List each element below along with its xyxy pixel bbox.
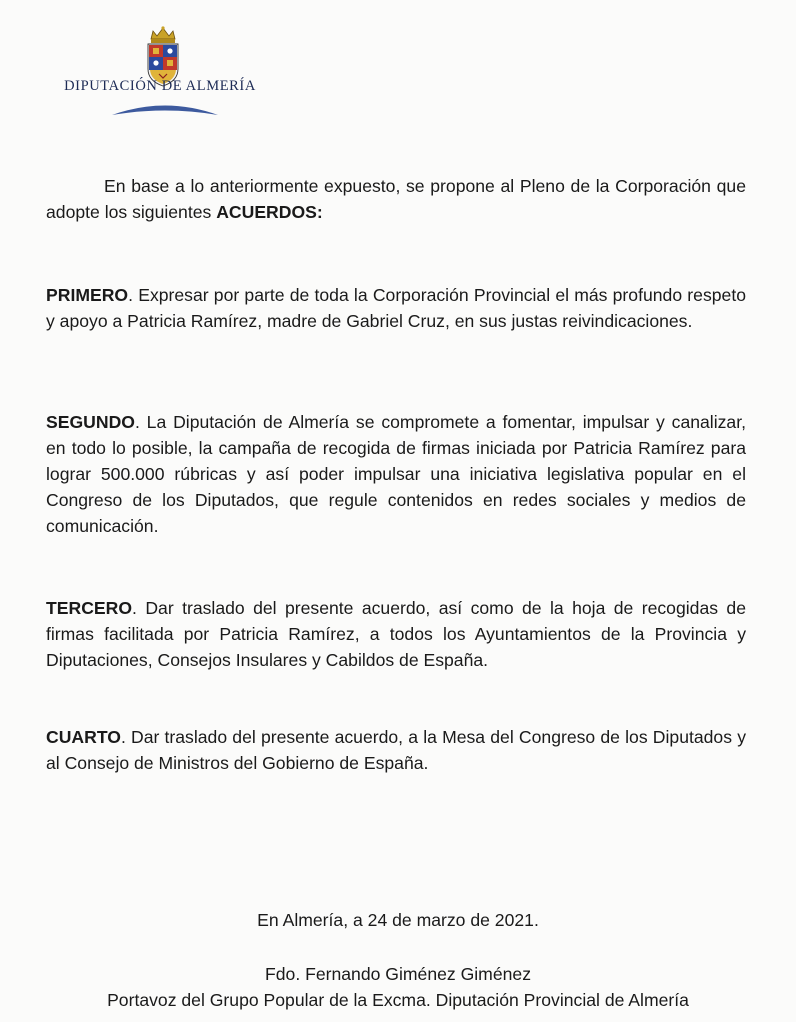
agreement-primero bbox=[46, 282, 746, 334]
signatory-name: Fdo. Fernando Giménez Giménez bbox=[265, 964, 531, 984]
agreement-label: CUARTO bbox=[46, 727, 121, 747]
intro-bold-keyword: ACUERDOS: bbox=[216, 202, 323, 222]
signatory-title: Portavoz del Grupo Popular de la Excma. Diputación Provincial de Almería bbox=[107, 990, 689, 1010]
agreement-label: SEGUNDO bbox=[46, 412, 135, 432]
agreement-label: TERCERO bbox=[46, 598, 133, 618]
agreement-text: . Expresar por parte de toda la Corporación Provincial el más profundo respeto y apoyo a Patricia Ramírez, madre de Gabriel Cruz, en sus justas reivindicaciones. bbox=[46, 285, 746, 331]
letterhead-swoosh bbox=[110, 100, 220, 116]
agreement-label: PRIMERO bbox=[46, 285, 129, 305]
letterhead bbox=[60, 20, 260, 120]
agreement-text: . Dar traslado del presente acuerdo, así como de la hoja de recogidas de firmas facilitada por Patricia Ramírez, a todos los Ayuntamientos de la Provincia y Diputaciones, Consejos Insulares y Cabildos de España. bbox=[46, 598, 746, 670]
agreement-text: . Dar traslado del presente acuerdo, a la Mesa del Congreso de los Diputados y al Consejo de Ministros del Gobierno de España. bbox=[46, 727, 746, 773]
date-line: En Almería, a 24 de marzo de 2021. bbox=[257, 910, 539, 930]
agreement-cuarto bbox=[46, 724, 746, 776]
agreement-segundo bbox=[46, 409, 746, 539]
agreement-tercero bbox=[46, 595, 746, 673]
intro-text: En base a lo anteriormente expuesto, se propone al Pleno de la Corporación que adopte los siguientes bbox=[46, 176, 746, 222]
organization-name: DIPUTACIÓN DE ALMERÍA bbox=[64, 78, 256, 94]
intro-paragraph bbox=[46, 173, 746, 225]
agreement-text: . La Diputación de Almería se compromete a fomentar, impulsar y canalizar, en todo lo posible, la campaña de recogida de firmas iniciada por Patricia Ramírez para lograr 500.000 rúbricas y así poder impulsar una iniciativa legislativa popular en el Congreso de los Diputados, que regule contenidos en redes sociales y medios de comunicación. bbox=[46, 412, 746, 536]
